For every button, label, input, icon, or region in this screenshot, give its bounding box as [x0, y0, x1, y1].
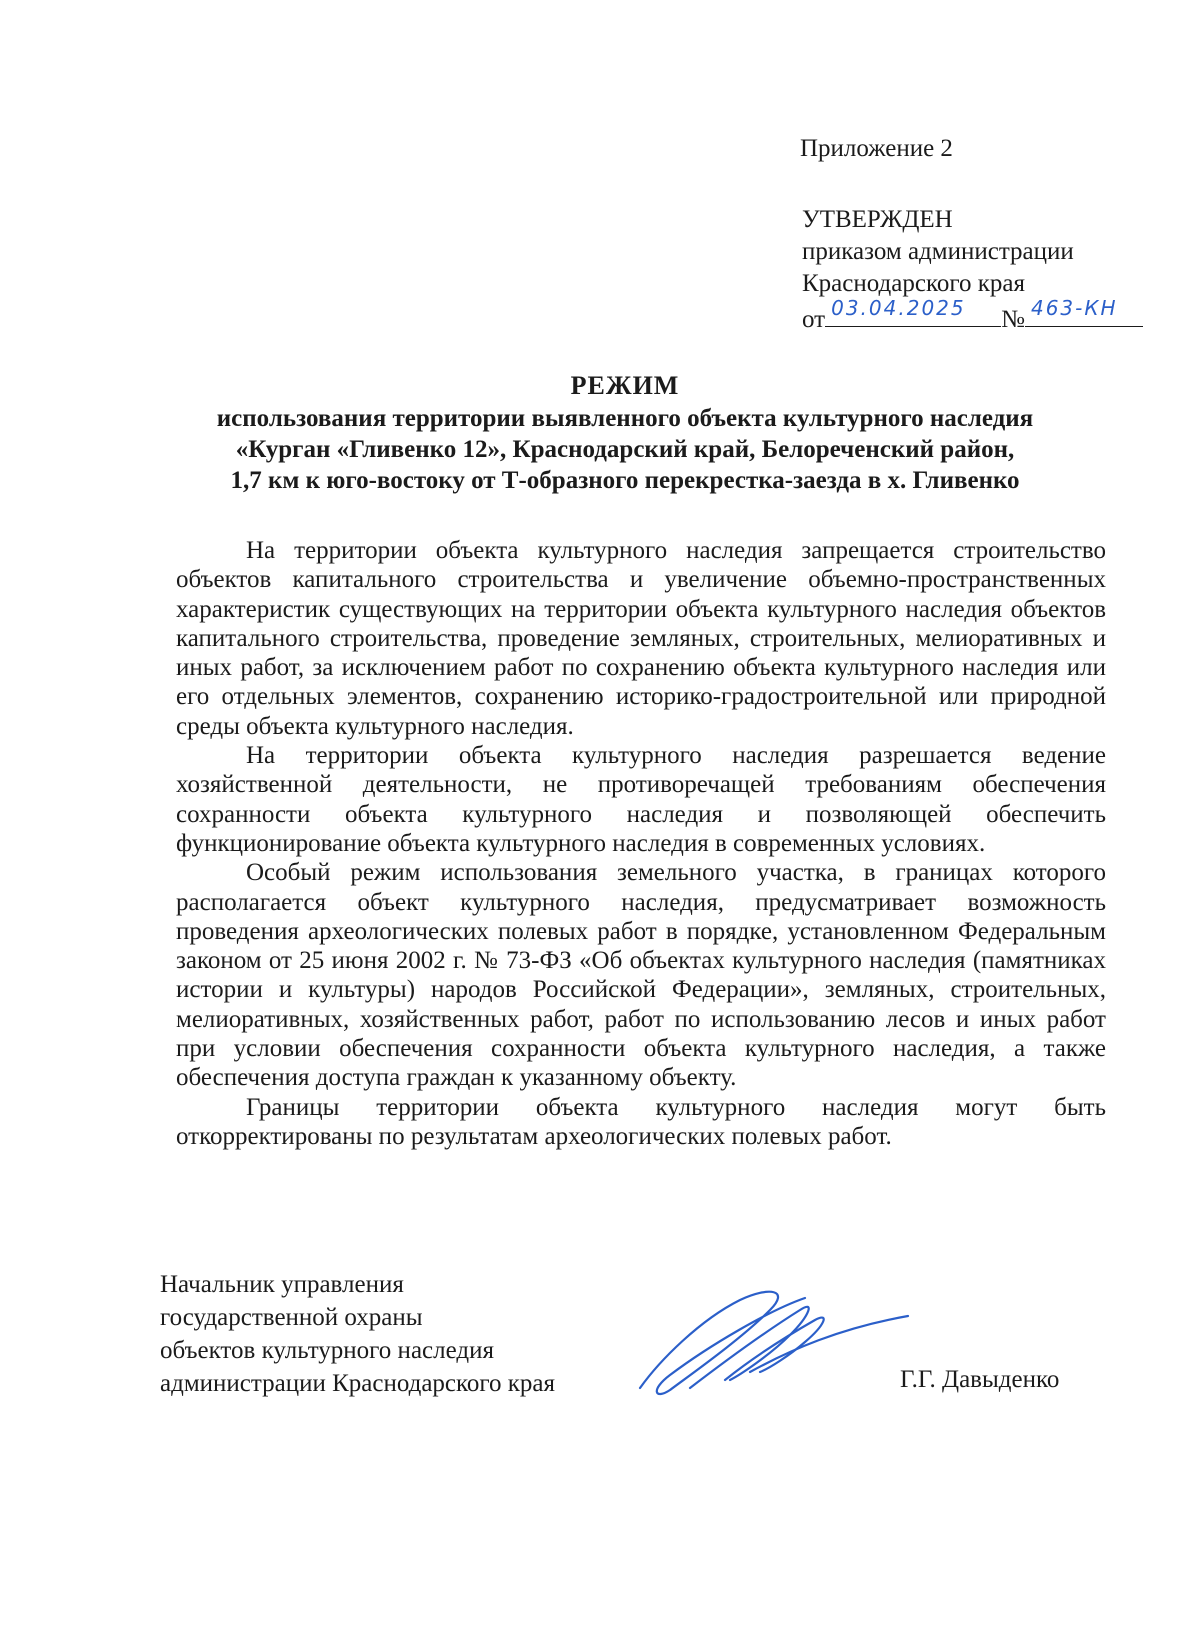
signer-name: Г.Г. Давыденко	[900, 1366, 1060, 1393]
title-main: РЕЖИМ	[570, 371, 680, 400]
order-date-field	[825, 296, 1001, 327]
order-date-handwritten: 03.04.2025	[831, 296, 966, 320]
order-prefix: от	[802, 306, 826, 333]
document-body	[176, 536, 1106, 1151]
approval-block	[802, 204, 1143, 336]
title-line-2: «Курган «Гливенко 12», Краснодарский край, Белореченский район,	[235, 436, 1015, 463]
position-line-4: администрации Краснодарского края	[160, 1370, 556, 1397]
appendix-label: Приложение 2	[800, 135, 953, 162]
order-date-number-line	[802, 296, 1143, 336]
title-line-1: использования территории выявленного объекта культурного наследия	[216, 405, 1034, 432]
position-line-2: государственной охраны	[160, 1304, 423, 1331]
paragraph-permissions: На территории объекта культурного наследия разрешается ведение хозяйственной деятельности, не противоречащей требованиям обеспечения сохранности объекта культурного наследия и позволяющей обеспечить функционирование объекта культурного наследия в современных условиях.	[176, 742, 1106, 857]
handwritten-signature	[630, 1280, 910, 1400]
approved-label: УТВЕРЖДЕН	[802, 206, 953, 233]
paragraph-prohibitions: На территории объекта культурного наследия запрещается строительство объектов капитального строительства и увеличение объемно-пространственных характеристик существующих на территории объекта культурного наследия объектов капитального строительства, проведение земляных, строительных, мелиоративных и иных работ, за исключением работ по сохранению объекта культурного наследия или его отдельных элементов, сохранению историко-градостроительной или природной среды объекта культурного наследия.	[176, 537, 1106, 740]
paragraph-special-regime: Особый режим использования земельного участка, в границах которого располагается объект культурного наследия, предусматривает возможность проведения археологических полевых работ в порядке, установленном Федеральным законом от 25 июня 2002 г. № 73-ФЗ «Об объектах культурного наследия (памятниках истории и культуры) народов Российской Федерации», земляных, строительных, мелиоративных, хозяйственных работ, работ по использованию лесов и иных работ при условии обеспечения сохранности объекта культурного наследия, а также обеспечения доступа граждан к указанному объекту.	[176, 859, 1106, 1092]
position-line-3: объектов культурного наследия	[160, 1337, 494, 1364]
document-title	[150, 370, 1100, 496]
position-line-1: Начальник управления	[160, 1271, 404, 1298]
order-line-1: приказом администрации	[802, 238, 1074, 265]
number-sign: №	[1001, 306, 1025, 333]
order-line-2: Краснодарского края	[802, 270, 1025, 297]
title-line-3: 1,7 км к юго-востоку от Т-образного перекрестка-заезда в х. Гливенко	[230, 467, 1020, 494]
paragraph-boundaries: Границы территории объекта культурного наследия могут быть откорректированы по результатам археологических полевых работ.	[176, 1093, 1106, 1150]
order-number-handwritten: 463-КН	[1030, 296, 1118, 320]
order-number-field	[1025, 296, 1143, 327]
signatory-position	[160, 1268, 555, 1400]
